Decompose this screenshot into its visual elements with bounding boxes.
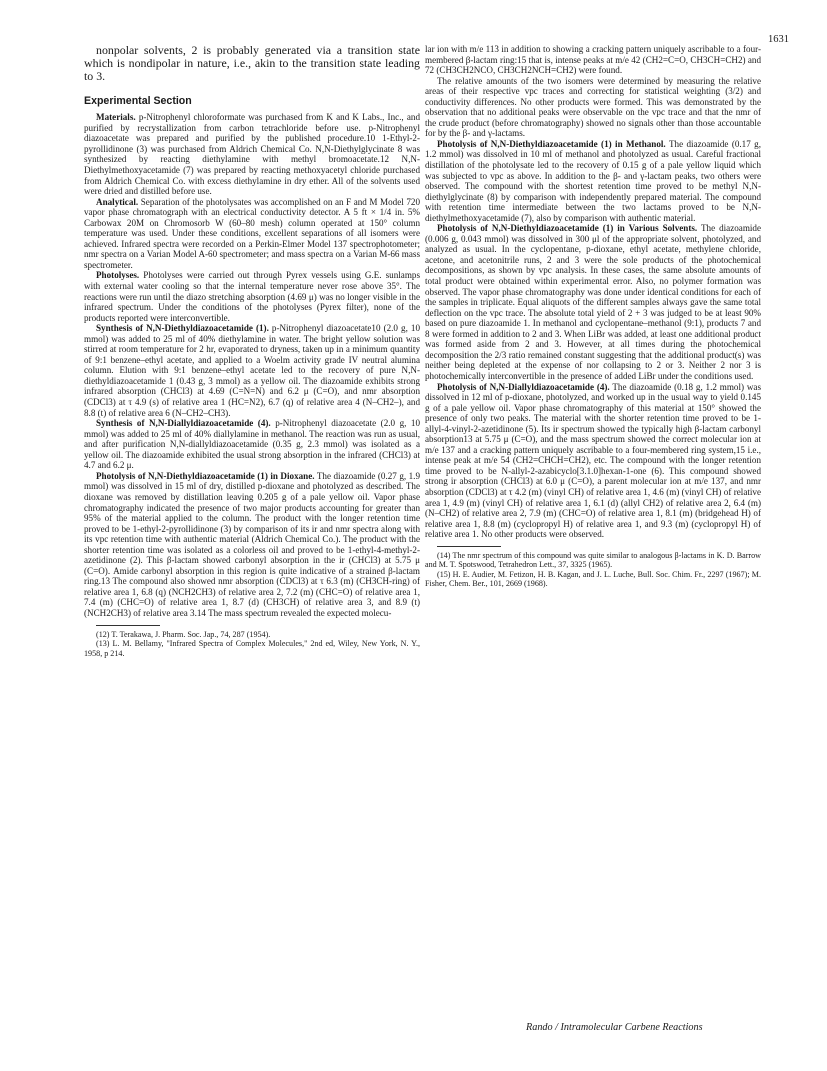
footnote-divider	[437, 546, 501, 547]
running-footer: Rando / Intramolecular Carbene Reactions	[526, 1022, 703, 1033]
run-in-heading: Photolysis of N,N-Diallyldiazoacetamide (4).	[437, 381, 610, 392]
run-in-heading: Photolyses.	[96, 270, 140, 281]
left-column	[84, 44, 420, 658]
footnote-divider	[96, 625, 160, 626]
run-in-heading: Materials.	[96, 112, 136, 123]
intro-paragraph: nonpolar solvents, 2 is probably generated via a transition state which is nondipolar in nature, i.e., akin to the transition state leading to 3.	[84, 43, 420, 83]
continued-paragraph: lar ion with m/e 113 in addition to showing a cracking pattern uniquely ascribable to a four-membered β-lactam ring:15 that is, intense peaks at m/e 42 (CH2=C=O, CH3CH=CH2) and 72 (CH3CH2NCO, CH3CH2NCH=CH2) were found.	[425, 44, 761, 76]
paragraph-text: Photolyses were carried out through Pyrex vessels using G.E. sunlamps with external water cooling so that the internal temperature never rose above 35°. The reactions were run until the diazo stretching absorption (4.69 μ) was no longer visible in the infrared spectrum. Under the conditions of the photolyses (Pyrex filter), none of the products reported were interconvertible.	[84, 270, 420, 323]
paragraph-analytical	[84, 197, 420, 271]
paragraph-text: The diazoamide (0.27 g, 1.9 mmol) was dissolved in 15 ml of dry, distilled p-dioxane and photolyzed as described. The dioxane was removed by distillation leaving 0.205 g of a pale yellow oil. Vapor phase chromatography indicated the presence of two major products accounting for greater than 95% of the material applied to the column. The product with the longer retention time proved to be 1-ethyl-2-pyrollidinone (3) by comparison of its ir and nmr spectra along with its vpc retention time with authentic material (Aldrich Chemical Co.). The product with the shorter retention time was isolated as a colorless oil and proved to be 1-ethyl-4-methyl-2-azetidinone (2). This β-lactam showed carbonyl absorption in the ir (CHCl3) at 5.75 μ (C=O). Amide carbonyl absorption in this region is quite indicative of a strained β-lactam ring.13 The compound also showed nmr absorption (CDCl3) at τ 6.3 (m) (CH3CH-ring) of relative area 1, 6.8 (q) (NCH2CH3) of relative area 2, 7.2 (m) (CHC=O) of relative area 1, 7.4 (m) (CHC=O) of relative area 1, 8.7 (d) (CH3CH) of relative area 3, and 8.9 (t) (NCH2CH3) of relative area 3.14 The mass spectrum revealed the expected molecu-	[84, 470, 420, 618]
paragraph-text: The diazoamide (0.17 g, 1.2 mmol) was dissolved in 10 ml of methanol and photolyzed as usual. Careful fractional distillation of the photolysate led to the recovery of 0.15 g of a pale yellow liquid which was subjected to vpc as above. In addition to the β- and γ-lactam peaks, two others were observed. The compound with the shortest retention time proved to be methyl N,N-diethylglycinate (8) by comparison with independently prepared material. The compound with retention time intermediate between the two lactams proved to be N,N-diethylmethoxyacetamide (7), also by comparison with authentic material.	[425, 138, 762, 223]
footnote: (13) L. M. Bellamy, "Infrared Spectra of Complex Molecules," 2nd ed, Wiley, New York, N. Y., 1958, p 214.	[84, 639, 420, 658]
paragraph-synthesis-4	[84, 418, 420, 471]
paragraph-text: p-Nitrophenyl chloroformate was purchased from K and K Labs., Inc., and purified by recrystallization from carbon tetrachloride before use. p-Nitrophenyl diazoacetate was prepared and purified by the published procedure.10 1-Ethyl-2-pyrollidinone (3) was purchased from Aldrich Chemical Co. N,N-Diethylglycinate 8 was synthesized by reacting diethylamine with methyl bromoacetate.12 N,N-Diethylmethoxyacetamide (7) was prepared by reacting methoxyacetyl chloride purchased from Aldrich Chemical Co. with excess diethylamine in dry ether. All of the solvents used were dried and distilled before use.	[84, 112, 420, 197]
paragraph-relative-amounts	[425, 76, 761, 139]
run-in-heading: Photolysis of N,N-Diethyldiazoacetamide (1) in Dioxane.	[96, 470, 315, 481]
footnote: (15) H. E. Audier, M. Fetizon, H. B. Kagan, and J. L. Luche, Bull. Soc. Chim. Fr., 2297 (1967); M. Fisher, Chem. Ber., 101, 2669 (1968).	[425, 569, 761, 589]
page-number: 1631	[768, 34, 789, 45]
run-in-heading: Synthesis of N,N-Diethyldiazoacetamide (1).	[96, 323, 269, 334]
run-in-heading: Synthesis of N,N-Diallyldiazoacetamide (4).	[96, 418, 271, 429]
paragraph-photolysis-methanol	[425, 139, 761, 223]
paragraph-text: p-Nitrophenyl diazoacetate10 (2.0 g, 10 mmol) was added to 25 ml of 40% diethylamine in water. The bright yellow solution was stirred at room temperature for 2 hr, evaporated to dryness, taken up in a minimum quantity of 9:1 benzene–ethyl acetate, and applied to a Woelm activity grade IV neutral alumina column. Elution with 9:1 benzene–ethyl acetate led to the recovery of pure N,N-diethyldiazoacetamide 1 (0.43 g, 3 mmol) as a yellow oil. The diazoamide exhibits strong infrared absorption (CHCl3) at 4.69 (C=N=N) and 6.2 μ (C=O), and nmr absorption (CDCl3) at τ 4.9 (s) of relative area 1 (HC=N2), 6.7 (q) of relative area 4 (N–CH2–), and 8.8 (t) of relative area 6 (N–CH2–CH3).	[84, 323, 421, 418]
paragraph-text: The relative amounts of the two isomers were determined by measuring the relative areas of their respective vpc traces and correcting for statistical weighting (3/2) and conductivity differences. No other products were formed. This was demonstrated by the observation that no additional peaks were observable on the vpc trace and that the nmr of the crude product (before chromatography) showed no signals other than those accountable for by the β- and γ-lactams.	[425, 75, 761, 139]
paragraph-synthesis-1	[84, 323, 420, 418]
paragraph-photolysis-solvents	[425, 223, 761, 381]
section-title: Experimental Section	[84, 94, 192, 107]
right-column	[425, 44, 761, 589]
paragraph-photolyses	[84, 270, 420, 323]
paragraph-materials	[84, 112, 420, 196]
run-in-heading: Photolysis of N,N-Diethyldiazoacetamide (1) in Methanol.	[437, 138, 666, 149]
paragraph-text: The diazoamide (0.006 g, 0.043 mmol) was dissolved in 300 μl of the appropriate solvent, photolyzed, and analyzed as usual. In the cyclopentane, p-dioxane, ethyl acetate, methylene chloride, acetone, and acetonitrile runs, 2 and 3 were the sole products of the photochemical decompositions, as shown by vpc analysis. In these cases, the same absolute amounts of total product were obtained within experimental error. Also, no polymer formation was observed. The vapor phase chromatography was done under identical conditions for each of the samples in triplicate. Equal aliquots of the different samples always gave the same total deflection on the vpc trace. The absolute total yield of 2 + 3 was judged to be at least 90% based on pure diazoamide 1. In methanol and cyclopentane–methanol (9:1), products 7 and 8 were formed in addition to 2 and 3. When LiBr was added, at least one additional product was formed aside from 2 and 3. However, at all times during the photochemical decomposition the 2/3 ratio remained constant suggesting that the additional product(s) was neither being depleted at the expense of nor collapsing to 2 or 3. Neither 2 nor 3 is photochemically interconvertible in the presence of added LiBr under the conditions used.	[425, 223, 762, 381]
paragraph-photolysis-dioxane	[84, 471, 420, 619]
footnote: (12) T. Terakawa, J. Pharm. Soc. Jap., 74, 287 (1954).	[96, 629, 271, 639]
run-in-heading: Analytical.	[96, 196, 139, 207]
paragraph-text: Separation of the photolysates was accomplished on an F and M Model 720 vapor phase chromatograph with an electrical conductivity detector. A 5 ft × 1/4 in. 5% Carbowax 20M on Chromosorb W (60–80 mesh) column operated at 150° column temperature was used. Under these conditions, excellent separations of all isomers were achieved. Infrared spectra were recorded on a Perkin-Elmer Model 137 spectrophotometer; nmr spectra on a Varian Model A-60 spectrometer; and mass spectra on a Varian M-66 mass spectrometer.	[84, 196, 420, 270]
footnote: (14) The nmr spectrum of this compound was quite similar to analogous β-lactams in K. D. Barrow and M. T. Spotswood, Tetrahedron Lett., 37, 3325 (1965).	[425, 550, 761, 570]
run-in-heading: Photolysis of N,N-Diethyldiazoacetamide (1) in Various Solvents.	[437, 223, 698, 234]
paragraph-photolysis-diallyl	[425, 382, 761, 540]
paragraph-text: p-Nitrophenyl diazoacetate (2.0 g, 10 mmol) was added to 25 ml of 40% diallylamine in methanol. The reaction was run as usual, and after purification N,N-diallyldiazoacetamide (0.35 g, 2.3 mmol) was isolated as a yellow oil. The diazoamide exhibited the usual strong absorption in the infrared (CHCl3) at 4.7 and 6.2 μ.	[84, 418, 421, 471]
paragraph-text: The diazoamide (0.18 g, 1.2 mmol) was dissolved in 12 ml of p-dioxane, photolyzed, and worked up in the usual way to yield 0.145 g of a pale yellow oil. Vapor phase chromatography of this material at 150° showed the presence of only two peaks. The material with the shorter retention time proved to be 1-allyl-4-vinyl-2-azetidinone (5). Its ir spectrum showed the typically high β-lactam carbonyl absorption13 at 5.75 μ (C=O), and the mass spectrum showed the correct molecular ion at m/e 137 and a cracking pattern uniquely ascribable to a four-membered ring system,15 i.e., intense peak at m/e 54 (CH2=CHCH=CH2), etc. The compound with the longer retention time proved to be N-allyl-2-azabicyclo[3.1.0]hexan-1-one (6). This compound showed strong ir absorption (CHCl3) at 6.0 μ (C=O), a parent molecular ion at m/e 137, and nmr absorption (CDCl3) at τ 4.2 (m) (vinyl CH) of relative area 1, 4.6 (m) (vinyl CH) of relative area 1, 4.9 (m) (vinyl CH) of relative area 1, 6.1 (d) (allyl CH2) of relative area 2, 6.4 (m) (N–CH2) of relative area 2, 7.9 (m) (CHC=O) of relative area 1, 8.1 (m) (bridgehead H) of relative area 1, 8.8 (m) (cyclopropyl H) of relative area 1, and 9.3 (m) (cyclopropyl H) of relative area 1. No other products were observed.	[425, 381, 761, 540]
